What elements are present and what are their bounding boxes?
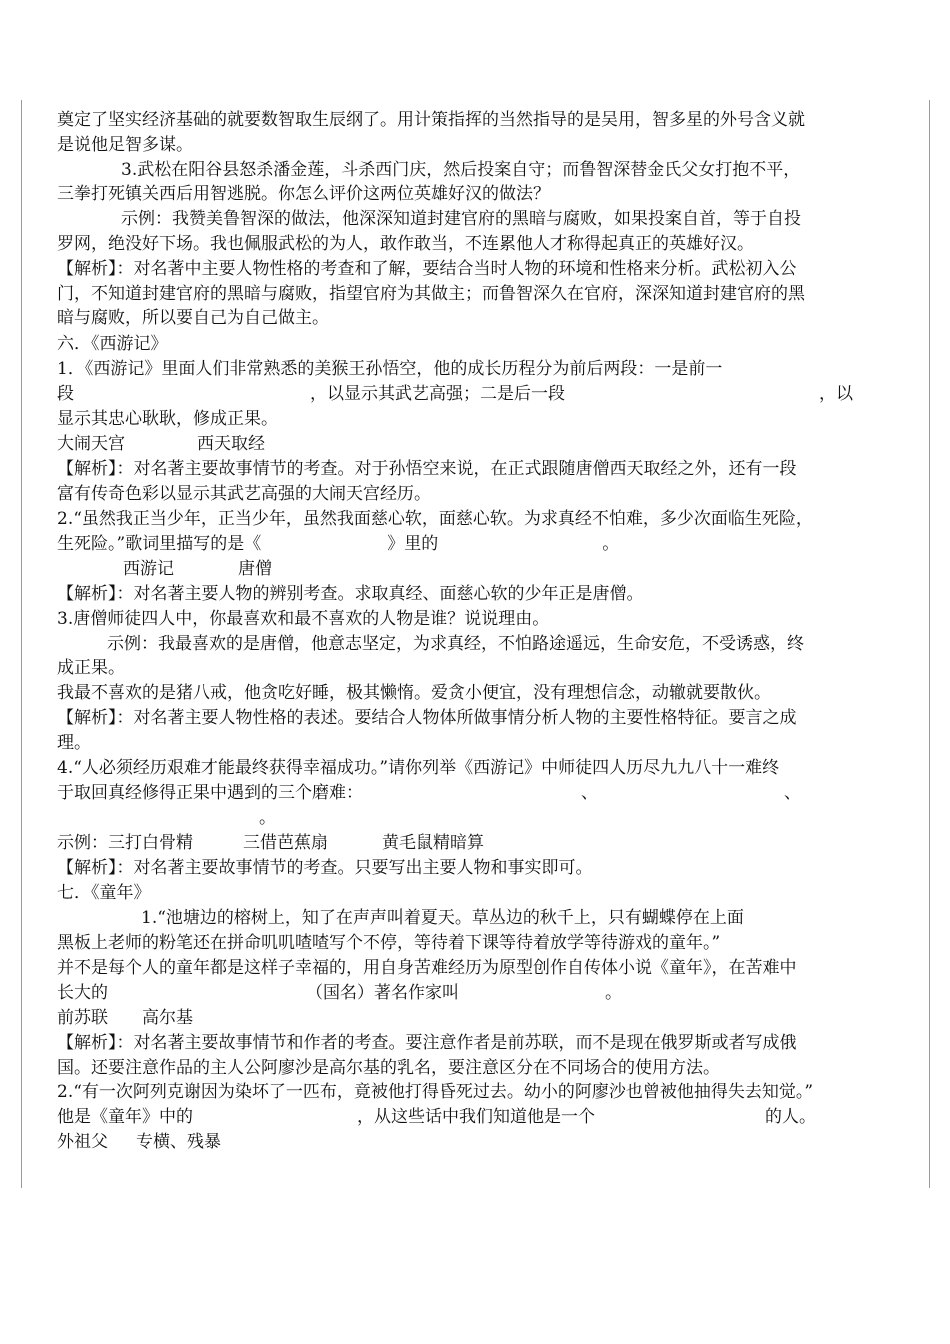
fill-blank-line <box>57 981 622 1005</box>
analysis-line: 【解析】：对名著主要故事情节的考查。对于孙悟空来说，在正式跟随唐僧西天取经之外，还有一段 <box>57 459 797 479</box>
answer-text: 唐僧 <box>238 559 272 579</box>
analysis-line: 【解析】：对名著主要人物性格的表述。要结合人物体所做事情分析人物的主要性格特征。要言之成 <box>57 708 797 728</box>
text-segment: （国名）著名作家叫 <box>306 983 459 1003</box>
text-line: 罗网，绝没好下场。我也佩服武松的为人，敢作敢当，不连累他人才称得起真正的英雄好汉。 <box>57 234 754 254</box>
question-1: 1.“池塘边的榕树上，知了在声声叫着夏天。草丛边的秋千上，只有蝴蝶停在上面 <box>141 908 744 928</box>
analysis-line: 【解析】：对名著主要人物的辨别考查。求取真经、面慈心软的少年正是唐僧。 <box>57 584 644 604</box>
answer-text: 外祖父 <box>57 1132 108 1152</box>
text-segment: 长大的 <box>57 983 108 1003</box>
analysis-line: 富有传奇色彩以显示其武艺高强的大闹天宫经历。 <box>57 484 431 504</box>
text-line: 奠定了坚实经济基础的就要数智取生辰纲了。用计策指挥的当然指导的是吴用，智多星的外号含义就 <box>57 110 805 130</box>
text-line: 成正果。 <box>57 658 125 678</box>
question-2: 2.“虽然我正当少年，正当少年，虽然我面慈心软，面慈心软。为求真经不怕难，多少次面临生死险， <box>57 509 813 529</box>
answer-line <box>57 432 265 456</box>
text-segment: 、 <box>784 783 801 803</box>
text-line: 。 <box>259 808 276 828</box>
text-line: 黑板上老师的粉笔还在拼命叽叽喳喳写个不停，等待着下课等待着放学等待游戏的童年。” <box>57 933 721 953</box>
question-3: 3.武松在阳谷县怒杀潘金莲，斗杀西门庆，然后投案自守；而鲁智深替金氏父女打抱不平， <box>121 160 801 180</box>
text-segment: 他是《童年》中的 <box>57 1107 193 1127</box>
answer-text: 示例：三打白骨精 <box>57 833 193 853</box>
text-segment: ，以 <box>819 384 853 404</box>
question-2: 2.“有一次阿列克谢因为染坏了一匹布，竟被他打得昏死过去。幼小的阿廖沙也曾被他抽得失去知觉。” <box>57 1082 814 1102</box>
text-segment: 生死险。”歌词里描写的是《 <box>57 534 262 554</box>
analysis-line: 【解析】：对名著主要故事情节和作者的考查。要注意作者是前苏联，而不是现在俄罗斯或者写成俄 <box>57 1033 797 1053</box>
text-segment: 、 <box>581 783 598 803</box>
text-line: 三拳打死镇关西后用智逃脱。你怎么评价这两位英雄好汉的做法？ <box>57 184 550 204</box>
text-line: 并不是每个人的童年都是这样子幸福的，用自身苦难经历为原型创作自传体小说《童年》，在苦难中 <box>57 958 797 978</box>
analysis-line: 暗与腐败，所以要自己为自己做主。 <box>57 308 329 328</box>
text-segment: 》里的 <box>387 534 439 554</box>
answer-text: 西天取经 <box>197 434 265 454</box>
fill-blank-line <box>57 382 853 406</box>
text-segment: 段 <box>57 384 74 404</box>
fill-blank-line <box>57 1105 816 1129</box>
fill-blank-line <box>57 532 619 556</box>
answer-line <box>123 557 272 581</box>
text-segment: 。 <box>605 983 622 1003</box>
text-segment: ，从这些话中我们知道他是一个 <box>357 1107 595 1127</box>
text-line: 显示其忠心耿耿，修成正果。 <box>57 409 278 429</box>
answer-text: 三借芭蕉扇 <box>243 833 328 853</box>
text-segment: 。 <box>602 534 620 554</box>
answer-line <box>57 1006 193 1030</box>
text-line: 是说他足智多谋。 <box>57 135 193 155</box>
example-answer: 示例：我最喜欢的是唐僧，他意志坚定，为求真经，不怕路途遥远，生命安危，不受诱惑，终 <box>107 634 804 654</box>
question-4: 4.“人必须经历艰难才能最终获得幸福成功。”请你列举《西游记》中师徒四人历尽九九八十一难终 <box>57 758 780 778</box>
answer-line <box>57 1130 221 1154</box>
analysis-line: 国。还要注意作品的主人公阿廖沙是高尔基的乳名，要注意区分在不同场合的使用方法。 <box>57 1058 720 1078</box>
answer-text: 专横、残暴 <box>136 1132 221 1152</box>
text-segment: 的人。 <box>765 1107 816 1127</box>
fill-blank-line <box>57 781 801 805</box>
analysis-line: 【解析】：对名著中主要人物性格的考查和了解，要结合当时人物的环境和性格来分析。武松初入公 <box>57 259 797 279</box>
section-heading: 六．《西游记》 <box>57 334 168 354</box>
page-border-right <box>929 100 930 1188</box>
text-line: 我最不喜欢的是猪八戒，他贪吃好睡，极其懒惰。爱贪小便宜，没有理想信念，动辙就要散伙。 <box>57 683 771 703</box>
analysis-line: 理。 <box>57 733 91 753</box>
answer-text: 前苏联 <box>57 1008 108 1028</box>
analysis-line: 门，不知道封建官府的黑暗与腐败，指望官府为其做主；而鲁智深久在官府，深深知道封建官府的黑 <box>57 284 805 304</box>
question-1: 1．《西游记》里面人们非常熟悉的美猴王孙悟空，他的成长历程分为前后两段：一是前一 <box>57 359 723 379</box>
answer-text: 黄毛鼠精暗算 <box>382 833 484 853</box>
page-border-left <box>21 100 22 1188</box>
answer-text: 高尔基 <box>142 1008 193 1028</box>
answer-text: 大闹天宫 <box>57 434 125 454</box>
answer-text: 西游记 <box>123 559 174 579</box>
answer-line <box>57 831 484 855</box>
text-segment: ，以显示其武艺高强；二是后一段 <box>310 384 565 404</box>
text-segment: 于取回真经修得正果中遇到的三个磨难： <box>57 783 363 803</box>
question-3: 3.唐僧师徒四人中，你最喜欢和最不喜欢的人物是谁？说说理由。 <box>57 609 550 629</box>
section-heading: 七．《童年》 <box>57 883 151 903</box>
analysis-line: 【解析】：对名著主要故事情节的考查。只要写出主要人物和事实即可。 <box>57 858 593 878</box>
example-answer: 示例：我赞美鲁智深的做法，他深深知道封建官府的黑暗与腐败，如果投案自首，等于自投 <box>121 209 801 229</box>
